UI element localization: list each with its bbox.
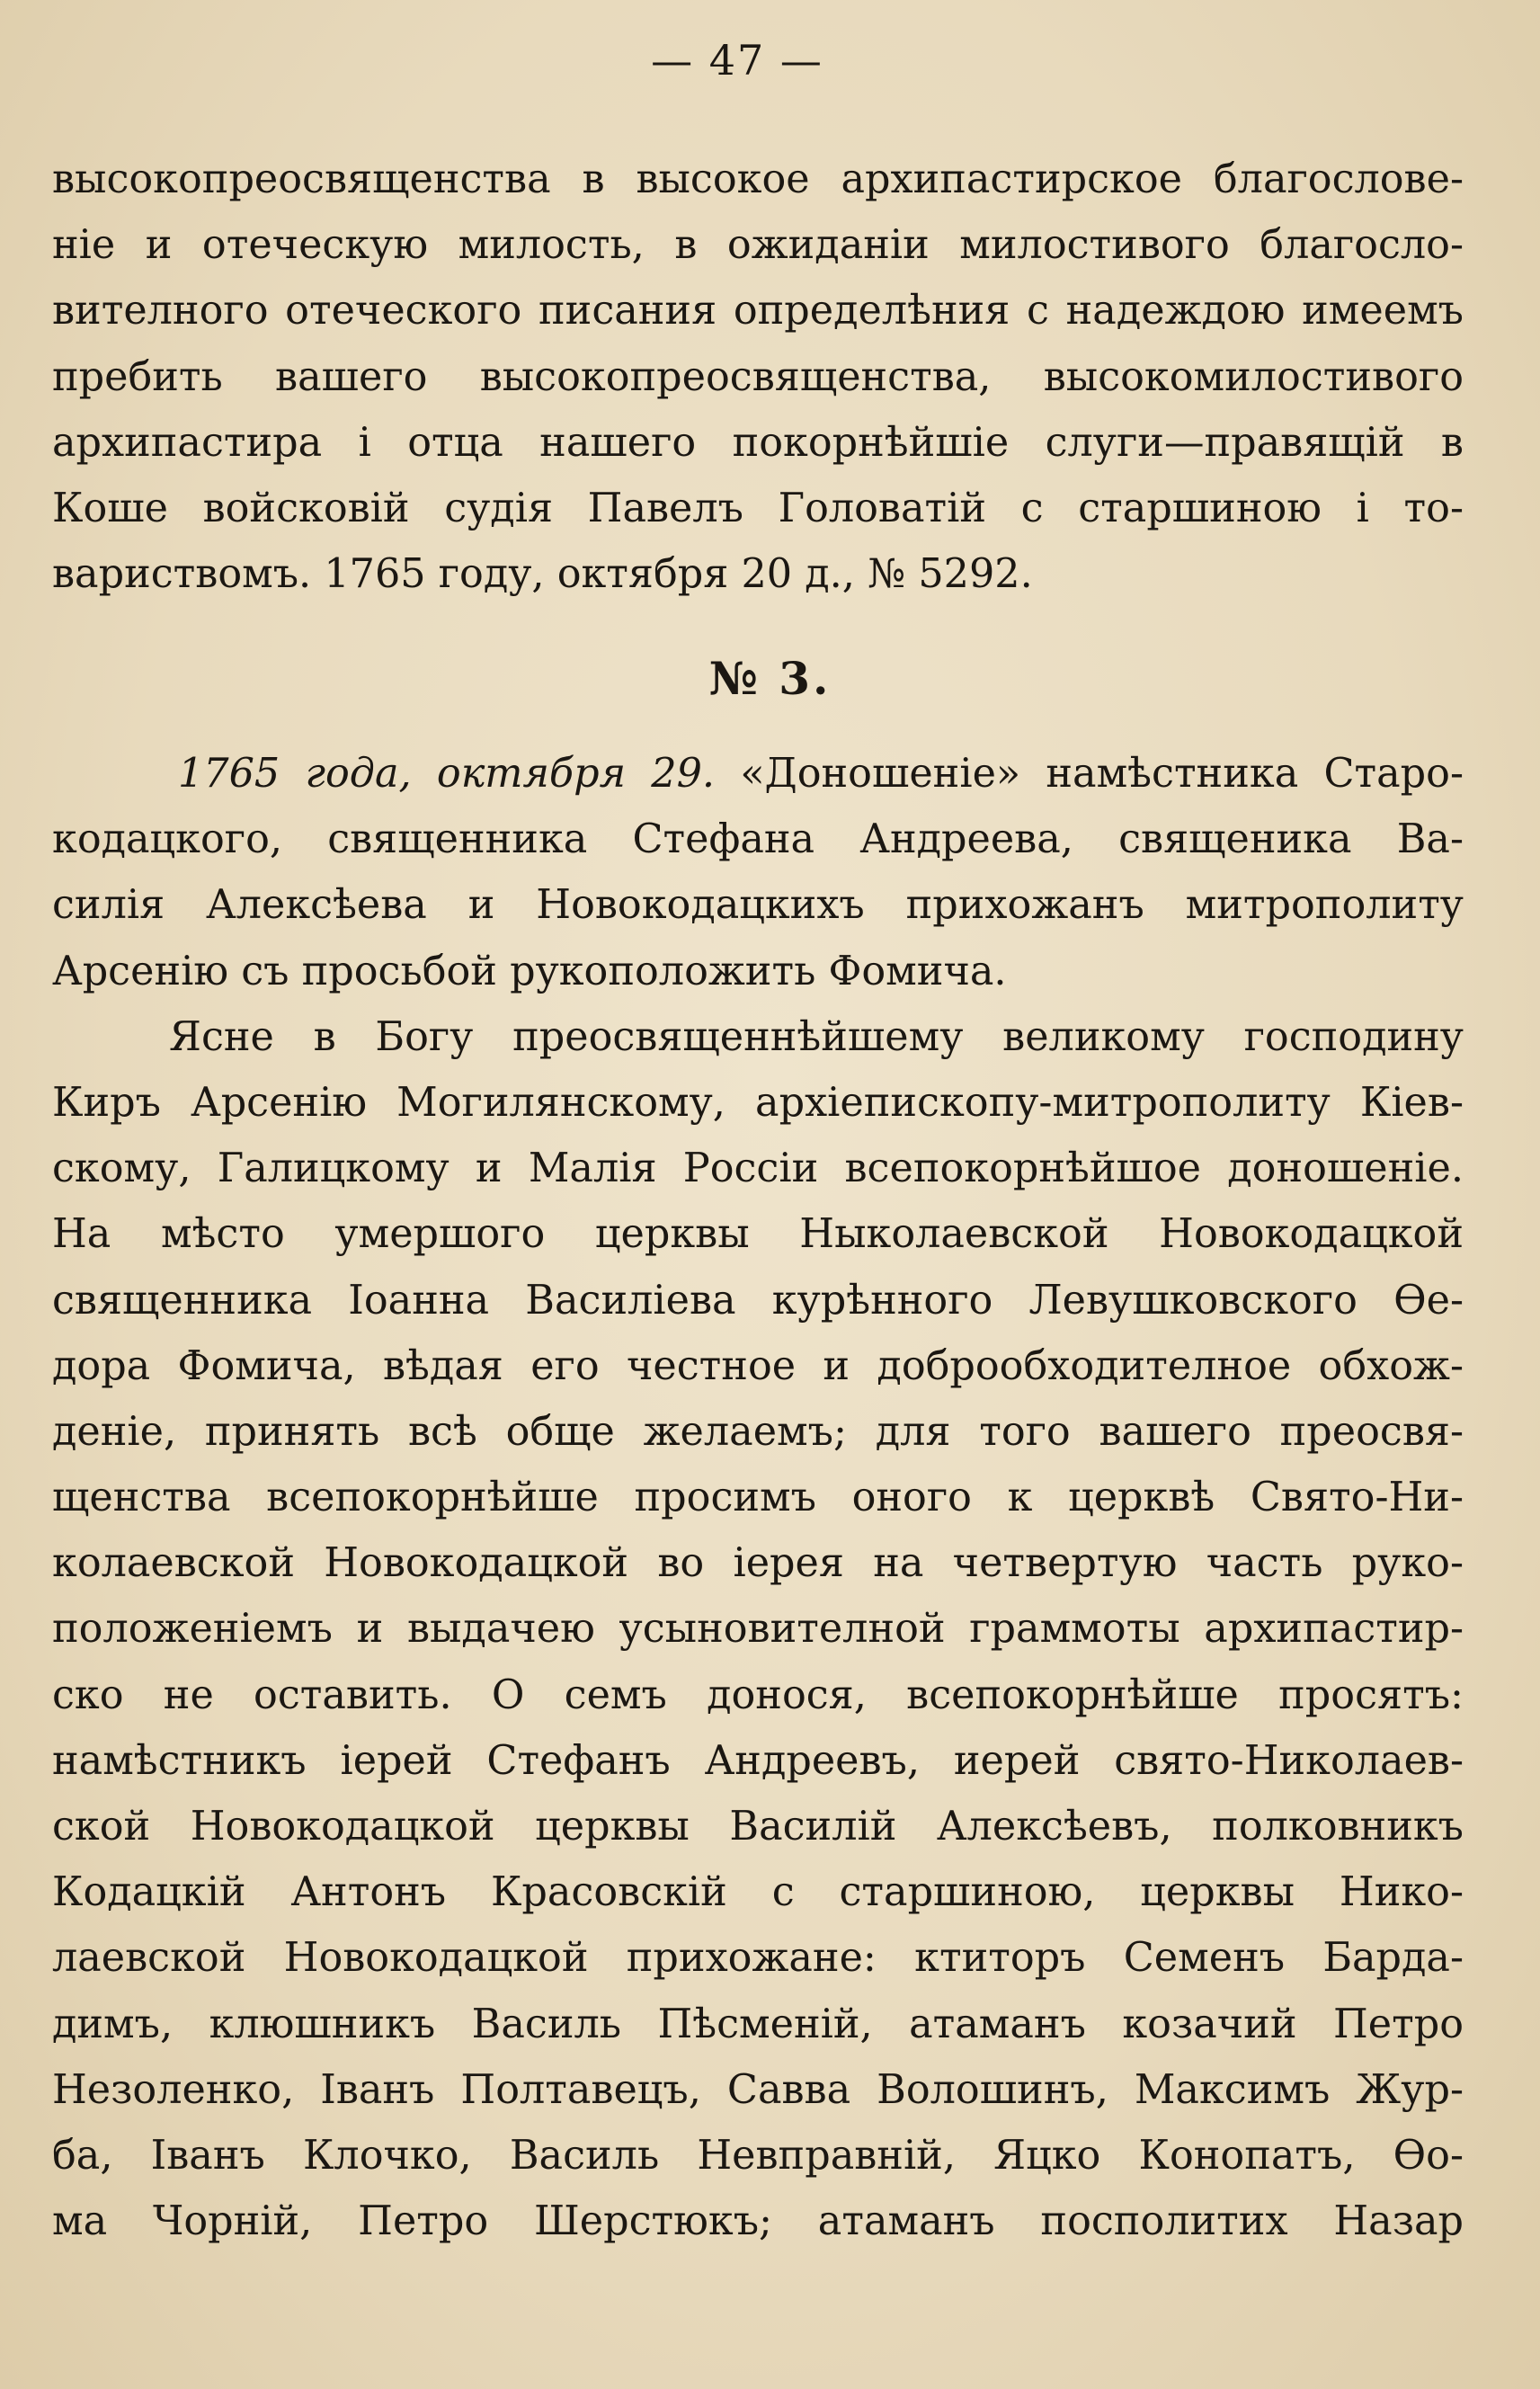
text-line: Коше войсковій судія Павелъ Головатій с старшиною і то- xyxy=(52,485,1464,531)
text-line: ма Чорній, Петро Шерстюкъ; атаманъ посполитих Назар xyxy=(52,2198,1464,2245)
text-line: ніе и отеческую милость, в ожиданіи милостивого благосло- xyxy=(52,222,1464,269)
text-line: дора Фомича, вѣдая его честное и доброобходителное обхож- xyxy=(52,1342,1464,1389)
text-line: кодацкого, священника Стефана Андреева, священика Ва- xyxy=(52,816,1464,863)
text-line: положеніемъ и выдачею усыновителной граммоты архипастир- xyxy=(52,1606,1464,1653)
text-line: ско не оставить. О семъ донося, всепокорнѣйше просятъ: xyxy=(52,1671,1464,1718)
text-line: На мѣсто умершого церквы Ныколаевской Новокодацкой xyxy=(52,1211,1464,1258)
text-line: щенства всепокорнѣйше просимъ оного к церквѣ Свято-Ни- xyxy=(52,1475,1464,1521)
document-body xyxy=(52,741,1464,2254)
document-date: 1765 года, октября 29. xyxy=(178,751,716,797)
intro-first-line xyxy=(52,741,1464,807)
text-line: вариствомъ. 1765 году, октября 20 д., № 5292. xyxy=(52,551,1033,598)
text-line: вителного отеческого писания определѣния с надеждою имеемъ xyxy=(52,288,1464,334)
text-line: высокопреосвященства в высокое архипастирское благослове- xyxy=(52,156,1464,202)
text-line: колаевской Новокодацкой во іерея на четвертую часть руко- xyxy=(52,1540,1464,1587)
page-number: — 47 — xyxy=(651,36,823,85)
text-line: димъ, клюшникъ Василь Пѣсменій, атаманъ козачий Петро xyxy=(52,2001,1464,2047)
text-line: архипастира і отца нашего покорнѣйшіе слуги—правящій в xyxy=(52,419,1464,466)
text-line: Незоленко, Іванъ Полтавецъ, Савва Волошинъ, Максимъ Жур- xyxy=(52,2066,1464,2113)
text-line: Кодацкій Антонъ Красовскій с старшиною, церквы Нико- xyxy=(52,1869,1464,1916)
paragraph-continuation xyxy=(52,147,1464,607)
document-number-heading: № 3. xyxy=(708,652,832,705)
document-title-start: «Доношеніе» намѣстника Старо- xyxy=(740,751,1464,797)
text-line: силія Алексѣева и Новокодацкихъ прихожанъ митрополиту xyxy=(52,882,1464,929)
text-line: Киръ Арсенію Могилянскому, архіепископу-митрополиту Кіев- xyxy=(52,1079,1464,1126)
text-line: священника Іоанна Василіева курѣнного Левушковского Өе- xyxy=(52,1277,1464,1324)
text-line: Арсенію съ просьбой рукоположить Фомича. xyxy=(52,948,1007,994)
text-line: Ясне в Богу преосвященнѣйшему великому господину xyxy=(169,1013,1464,1060)
text-line: намѣстникъ іерей Стефанъ Андреевъ, иерей свято-Николаев- xyxy=(52,1737,1464,1784)
text-line: скому, Галицкому и Малія Россіи всепокорнѣйшое доношеніе. xyxy=(52,1145,1464,1192)
text-line: ской Новокодацкой церквы Василій Алексѣевъ, полковникъ xyxy=(52,1804,1464,1850)
text-line: деніе, принять всѣ обще желаемъ; для того вашего преосвя- xyxy=(52,1408,1464,1455)
text-line: лаевской Новокодацкой прихожане: ктиторъ Семенъ Барда- xyxy=(52,1935,1464,1982)
text-line: пребить вашего высокопреосвященства, высокомилостивого xyxy=(52,353,1464,400)
text-line: ба, Іванъ Клочко, Василь Невправній, Яцко Конопатъ, Өо- xyxy=(52,2132,1464,2179)
